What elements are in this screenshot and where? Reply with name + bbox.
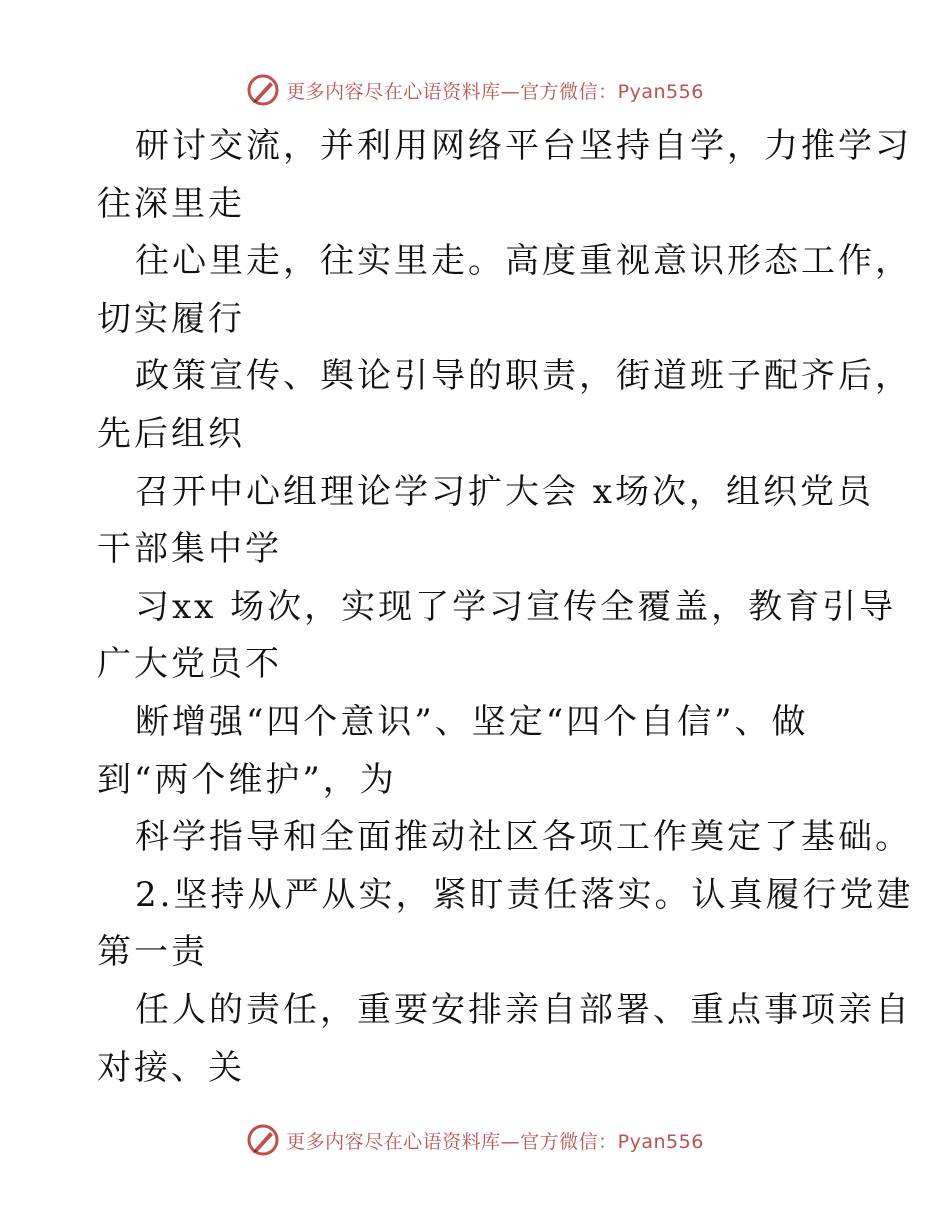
text-line: 广大党员不 [97,644,282,685]
text-line: 科学指导和全面推动社区各项工作奠定了基础。 [135,817,912,858]
footer-watermark [0,1120,950,1160]
header-watermark [0,70,950,110]
text-line: 2.坚持从严从实，紧盯责任落实。认真履行党建 [135,874,914,915]
text-line: 习xx 场次，实现了学习宣传全覆盖，教育引导 [135,586,897,627]
text-line: 断增强“四个意识”、坚定“四个自信”、做 [135,701,809,742]
footer-watermark-text: 更多内容尽在心语资料库—官方微信：Pyan556 [286,1130,704,1153]
text-line: 往深里走 [97,183,245,224]
text-line: 到“两个维护”，为 [97,759,397,800]
pen-logo-icon [246,1123,280,1157]
text-line: 召开中心组理论学习扩大会 x场次，组织党员 [135,471,874,512]
text-line: 切实履行 [97,298,245,339]
text-line: 研讨交流，并利用网络平台坚持自学，力推学习 [135,126,912,166]
text-line: 干部集中学 [97,529,282,570]
text-line: 先后组织 [97,413,245,454]
text-line: 对接、关 [97,1047,245,1088]
text-line: 政策宣传、舆论引导的职责，街道班子配齐后， [135,356,912,397]
text-line: 第一责 [97,932,208,973]
pen-logo-icon [246,73,280,107]
header-watermark-text: 更多内容尽在心语资料库—官方微信：Pyan556 [286,80,704,103]
document-body [97,118,914,1097]
text-line: 任人的责任，重要安排亲自部署、重点事项亲自 [135,989,912,1030]
text-line: 往心里走，往实里走。高度重视意识形态工作， [135,241,912,282]
